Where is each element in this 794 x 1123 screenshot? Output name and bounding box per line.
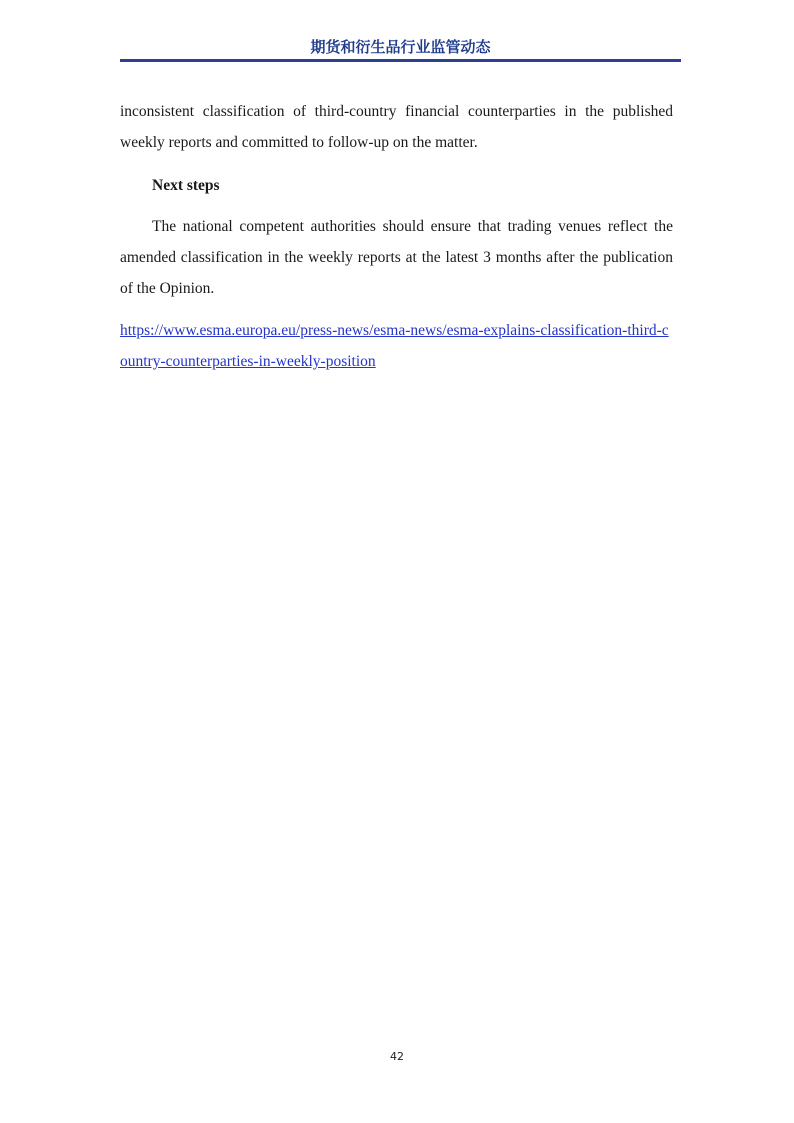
running-header-title: 期货和衍生品行业监管动态 (310, 38, 491, 56)
body-paragraph-next-steps: The national competent authorities should ensure that trading venues reflect the amended classification in the weekly reports at the latest 3 months after the publication of the Opinion. (120, 218, 673, 297)
section-heading-next-steps: Next steps (152, 177, 220, 194)
header-divider (120, 59, 681, 62)
source-link[interactable]: https://www.esma.europa.eu/press-news/esma-news/esma-explains-classification-third-country-counterparties-in-weekly-position (120, 322, 669, 370)
body-paragraph-continued: inconsistent classification of third-country financial counterparties in the published weekly reports and committed to follow-up on the matter. (120, 103, 673, 151)
source-link-container (120, 315, 673, 377)
page-number: 42 (390, 1050, 404, 1063)
